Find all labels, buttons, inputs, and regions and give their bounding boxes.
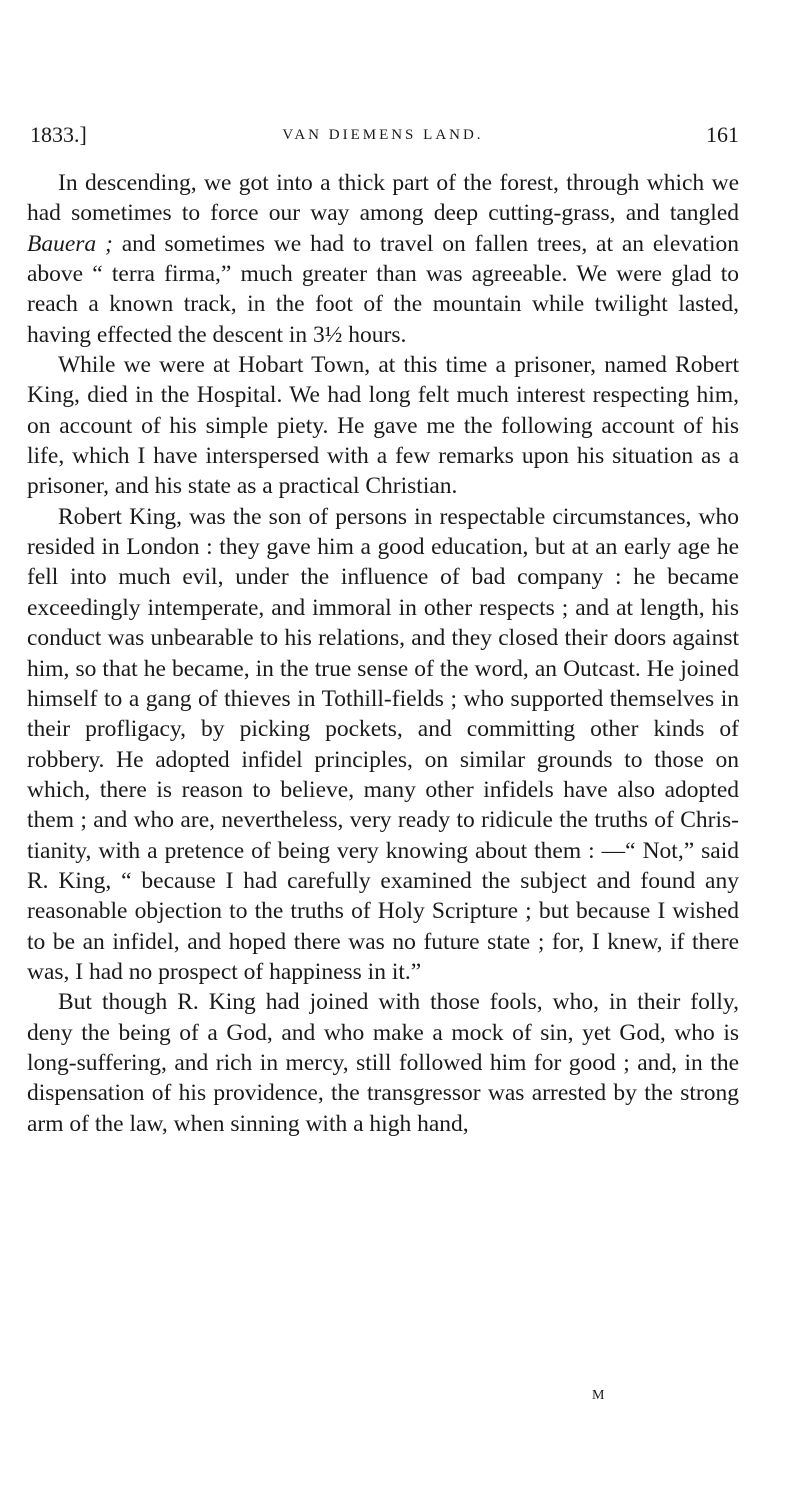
paragraph-1-end: and sometimes we had to travel on fallen trees, at an elevation above “ terra firma,” much greater than was agreeable. We were glad to reach a known track, in the foot of the mountain while twilight lasted, having effected the descent in 3½ hours.	[27, 230, 739, 348]
paragraph-4: But though R. King had joined with those fools, who, in their folly, deny the being of a God, and who make a mock of sin, yet God, who is long-suffering, and rich in mercy, still followed him for good ; and, in the dispensation of his providence, the transgressor was arrested by the strong arm of the law, when sinning with a high hand,	[27, 989, 739, 1137]
header-year: 1833.]	[30, 122, 87, 147]
page-number: 161	[706, 122, 739, 147]
running-title: VAN DIEMENS LAND.	[282, 127, 484, 143]
paragraph-2: While we were at Hobart Town, at this time a prisoner, named Robert King, died in the Hospital. We had long felt much interest respecting him, on account of his simple piety. He gave me the following account of his life, which I have interspersed with a few remarks upon his situation as a prisoner, and his state as a practical Christian.	[27, 352, 739, 500]
running-header	[27, 118, 739, 152]
italic-term: Bauera ;	[27, 230, 113, 257]
paragraph-3: Robert King, was the son of persons in respectable circumstances, who resided in London : they gave him a good education, but at an early age he fell into much evil, under the influence of bad company : he became exceedingly intemperate, and immoral in other respects ; and at length, his conduct was unbearable to his relations, and they closed their doors against him, so that he became, in the true sense of the word, an Outcast. He joined himself to a gang of thieves in Tothill-fields ; who supported themselves in their profligacy, by picking pockets, and committing other kinds of robbery. He adopted infidel principles, on similar grounds to those on which, there is reason to believe, many other infidels have also adopted them ; and who are, nevertheless, very ready to ridicule the truths of Christianity, with a pretence of being very knowing about them : —“ Not,” said R. King, “ because I had carefully examined the subject and found any reasonable objection to the truths of Holy Scripture ; but because I wished to be an infidel, and hoped there was no future state ; for, I knew, if there was, I had no prospect of happiness in it.”	[27, 503, 739, 985]
paragraph-1	[27, 168, 739, 350]
signature-mark: M	[592, 1388, 606, 1403]
body-text	[27, 168, 739, 1139]
paragraph-1-start: In descending, we got into a thick part of the forest, through which we had sometimes to force our way among deep cutting-grass, and tangled	[27, 170, 739, 227]
